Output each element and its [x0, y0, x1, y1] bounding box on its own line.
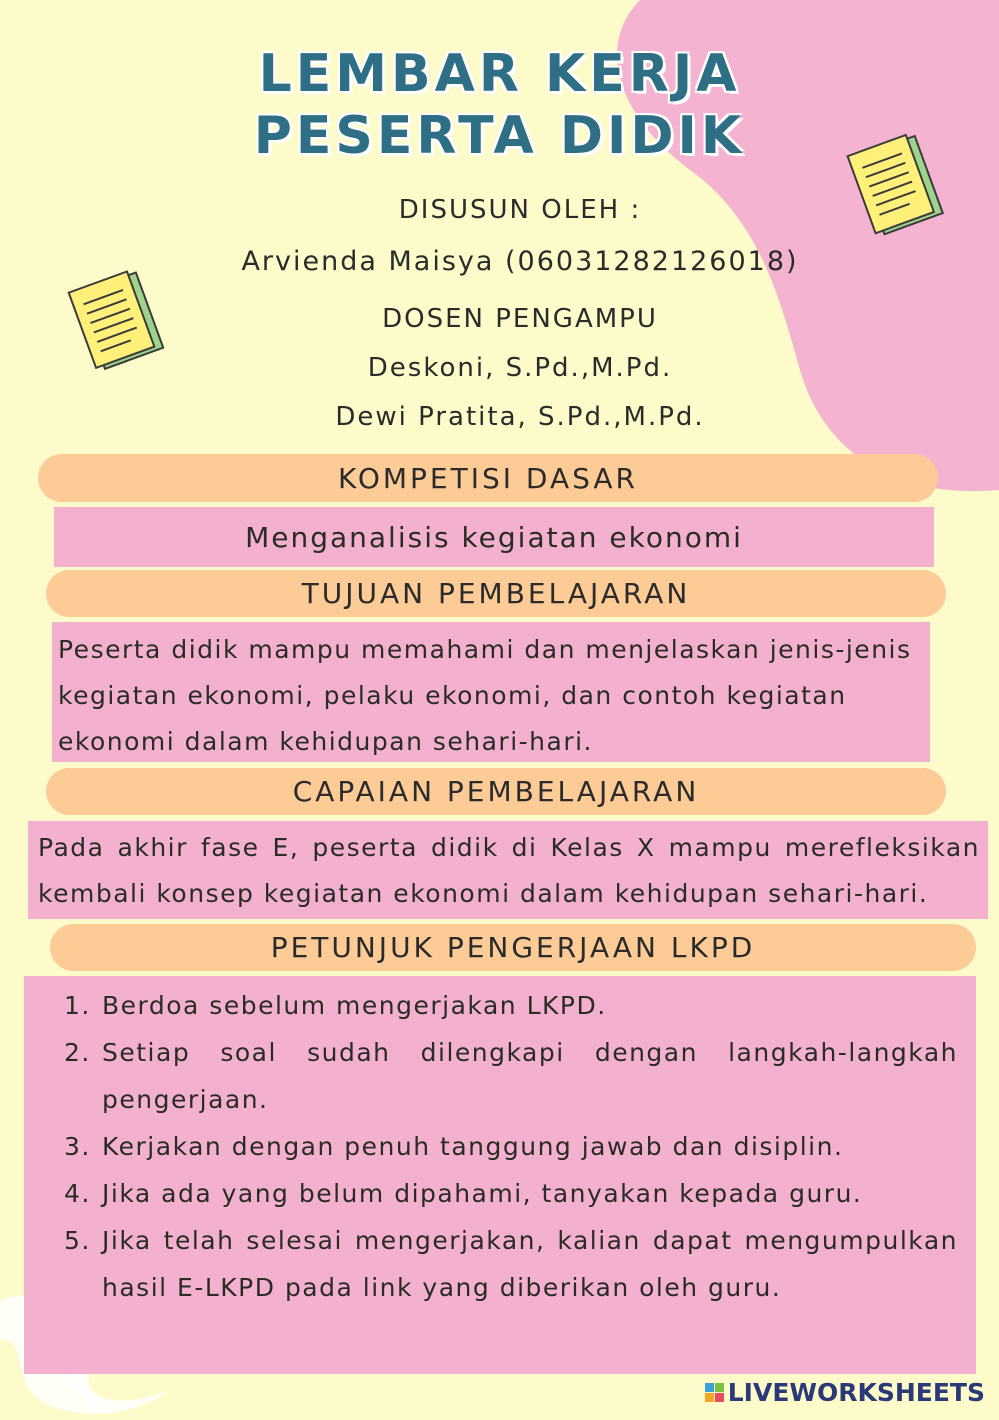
- liveworksheets-logo-text: LIVEWORKSHEETS: [727, 1378, 985, 1407]
- lecturer-label: DOSEN PENGAMPU: [382, 304, 658, 334]
- capaian-heading: [46, 768, 946, 815]
- title-line-2: PESERTA DIDIK: [253, 106, 746, 166]
- step-number: 2.: [64, 1038, 91, 1067]
- step-number: 4.: [64, 1179, 91, 1208]
- liveworksheets-logo[interactable]: [705, 1378, 985, 1407]
- petunjuk-steps-list: [64, 982, 958, 1311]
- step-text: Jika telah selesai mengerjakan, kalian dapat mengumpulkan hasil E-LKPD pada link yang diberikan oleh guru.: [102, 1226, 958, 1302]
- capaian-heading-text: CAPAIAN PEMBELAJARAN: [292, 775, 700, 808]
- capaian-body-text: Pada akhir fase E, peserta didik di Kelas X mampu merefleksikan kembali konsep kegiatan ekonomi dalam kehidupan sehari-hari.: [38, 833, 980, 908]
- capaian-body: [28, 821, 988, 919]
- liveworksheets-badge-icon: [705, 1383, 724, 1402]
- petunjuk-heading: [50, 924, 976, 971]
- list-item: [64, 1029, 958, 1123]
- step-text: Setiap soal sudah dilengkapi dengan langkah-langkah pengerjaan.: [102, 1038, 958, 1114]
- tujuan-body: [52, 622, 930, 762]
- tujuan-body-text: Peserta didik mampu memahami dan menjelaskan jenis-jenis kegiatan ekonomi, pelaku ekonomi, dan contoh kegiatan ekonomi dalam kehidupan sehari-hari.: [58, 635, 912, 756]
- step-text: Kerjakan dengan penuh tanggung jawab dan disiplin.: [102, 1132, 844, 1161]
- step-text: Berdoa sebelum mengerjakan LKPD.: [102, 991, 607, 1020]
- lecturer-2: Dewi Pratita, S.Pd.,M.Pd.: [335, 402, 705, 432]
- author-name: Arvienda Maisya (06031282126018): [241, 246, 799, 277]
- step-number: 5.: [64, 1226, 91, 1255]
- compiled-by-label: DISUSUN OLEH :: [398, 195, 642, 225]
- tujuan-heading-text: TUJUAN PEMBELAJARAN: [301, 577, 691, 610]
- tujuan-heading: [46, 570, 946, 617]
- kompetensi-body-text: Menganalisis kegiatan ekonomi: [245, 520, 743, 554]
- list-item: [64, 1170, 958, 1217]
- title-line-1: LEMBAR KERJA: [258, 44, 741, 104]
- step-number: 1.: [64, 991, 91, 1020]
- list-item: [64, 1123, 958, 1170]
- kompetensi-heading: [38, 454, 938, 502]
- kompetensi-heading-text: KOMPETISI DASAR: [337, 461, 639, 495]
- list-item: [64, 1217, 958, 1311]
- step-number: 3.: [64, 1132, 91, 1161]
- step-text: Jika ada yang belum dipahami, tanyakan kepada guru.: [102, 1179, 863, 1208]
- lecturer-1: Deskoni, S.Pd.,M.Pd.: [367, 353, 673, 383]
- kompetensi-body: [54, 507, 934, 567]
- list-item: [64, 982, 958, 1029]
- petunjuk-body: [24, 976, 976, 1374]
- petunjuk-heading-text: PETUNJUK PENGERJAAN LKPD: [270, 931, 756, 964]
